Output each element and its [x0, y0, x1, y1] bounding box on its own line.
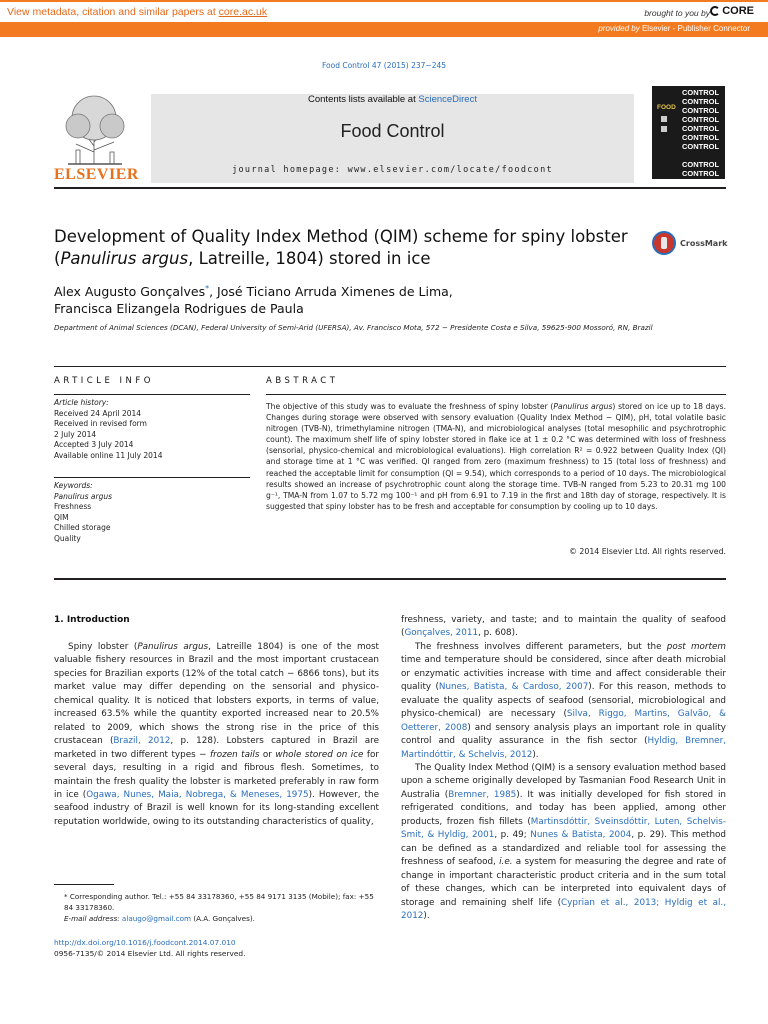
- keyword: Panulirus argus: [54, 491, 113, 501]
- core-top-bar: [0, 0, 768, 22]
- core-brought-by: brought to you by: [644, 8, 710, 18]
- email-note: E-mail address: alaugo@gmail.com (A.A. Gonçalves).: [64, 914, 255, 923]
- history-item: Received in revised form: [54, 419, 147, 429]
- corresponding-author-note: * Corresponding author. Tel.: +55 84 33178360, +55 84 9171 3135 (Mobile); fax: +55 84 33178360.: [64, 892, 374, 912]
- citation-link[interactable]: Ogawa, Nunes, Maia, Nobrega, & Meneses, 1975: [86, 789, 309, 800]
- keywords-rule: [54, 477, 250, 478]
- citation-link[interactable]: Martinsdóttir, Sveinsdóttir, Luten, Schelvis-Smit, & Hyldig, 2001: [401, 816, 726, 841]
- keyword: Chilled storage: [54, 523, 111, 533]
- core-logo[interactable]: [710, 5, 754, 17]
- keyword: Quality: [54, 533, 81, 543]
- journal-reference[interactable]: Food Control 47 (2015) 237−245: [321, 61, 447, 70]
- author-list: Alex Augusto Gonçalves*, José Ticiano Arruda Ximenes de Lima, Francisca Elizangela Rodrigues de Paula: [54, 284, 453, 317]
- footnote-rule: [54, 884, 114, 885]
- citation-link[interactable]: Silva, Riggo, Martins, Galvão, & Oetterer, 2008: [401, 709, 726, 733]
- affiliation: Department of Animal Sciences (DCAN), Federal University of Semi-Arid (UFERSA), Av. Francisco Mota, 572 − Presidente Costa e Silva, 59625-900 Mossoró, RN, Brazil: [54, 323, 653, 332]
- core-provided-by: provided by Elsevier - Publisher Connector: [598, 24, 750, 33]
- abstract-text: The objective of this study was to evaluate the freshness of spiny lobster (Panulirus argus) stored on ice up to 18 days. Changes during storage were observed with sensory evaluation (Quality Index Method − QIM), pH, total volatile basic nitrogen (TVB-N), trimethylamine nitrogen (TMA-N), and microbiological analyses (total mesophilic and psychrotrophic count). The maximum shelf life of spiny lobster stored in flake ice at 1 ± 0.2 °C was determined with loss of freshness (sensorial, physico-chemical and microbiological evaluations). High correlation R² = 0.922 between Quality Index (QI) and storage time at 1 °C was verified. QI ranged from zero (maximum freshness) to 15 (total loss of freshness) and reached the acceptable limit for consumption (QI = 9.54), which corresponds to a period of 10 days. The microbiological results showed an increase of psychrotrophic count along the storage time. TVB-N ranged from 5.23 to 20.31 mg 100 g⁻¹, TMA-N from 1.07 to 5.72 mg 100⁻¹ and pH from 6.91 to 7.19 in the first and 18th day of storage, respectively. It is suggested that spiny lobster has to be fresh and acceptable for consumption by cooling up to 10 days.: [266, 402, 727, 511]
- journal-cover-thumbnail[interactable]: CONTROL CONTROL FOOD CONTROL CONTROL CONTROL CONTROL CONTROL CONTROL CONTROL: [652, 86, 725, 179]
- abstract-bottom-rule: [54, 578, 726, 580]
- cover-food-label: FOOD: [657, 104, 676, 111]
- journal-title: Food Control: [340, 121, 445, 141]
- article-title: Development of Quality Index Method (QIM) scheme for spiny lobster (Panulirus argus, Latreille, 1804) stored in ice: [54, 227, 628, 268]
- body-column-right: freshness, variety, and taste; and to maintain the quality of seafood (Gonçalves, 2011, p. 608). The freshness involves different parameters, but the post mortem time and temperature should be considered, since after death microbial or enzymatic activities increase with time and affect considerable their quality (Nunes, Batista, & Cardoso, 2007). For this reason, methods to evaluate the quality aspects of seafood (sensorial, microbiological and physico-chemical) are necessary (Silva, Riggo, Martins, Galvão, & Oetterer, 2008) and sensory analysis plays an important role in quality control and quality assurance in the fish sector (Hyldig, Bremner, Martindóttir, & Schelvis, 2012). The Quality Index Method (QIM) is a sensory evaluation method based upon a scheme originally developed by Tasmanian Food Research Unit in Australia (Bremner, 1985). It was initially developed for fish stored in refrigerated conditions, and today has been applied, among other products, frozen fish fillets (Martinsdóttir, Sveinsdóttir, Luten, Schelvis-Smit, & Hyldig, 2001, p. 49; Nunes & Batista, 2004, p. 29). This method can be defined as a standardized and reliable tool for assessing the freshness of seafood, i.e. a system for measuring the degree and rate of change in important characteristic product criteria and in the sum total of these changes, which can be interpreted into equivalent days of storage and remaining shelf life (Cyprian et al., 2013; Hyldig et al., 2012).: [401, 615, 727, 921]
- abstract-heading: ABSTRACT: [266, 376, 339, 386]
- core-logo-text: CORE: [722, 5, 754, 17]
- journal-header-box: [151, 94, 634, 183]
- core-banner: [0, 0, 768, 37]
- core-metadata-link[interactable]: [7, 6, 267, 18]
- citation-link[interactable]: Gonçalves, 2011: [404, 628, 479, 639]
- issn-line: 0956-7135/© 2014 Elsevier Ltd. All rights reserved.: [54, 949, 246, 958]
- section-rule: [54, 366, 726, 367]
- doi-block: [54, 937, 379, 959]
- core-ring-icon: [710, 6, 720, 16]
- crossmark-badge[interactable]: [652, 231, 727, 255]
- cover-square-icon: [661, 116, 667, 122]
- history-item: Accepted 3 July 2014: [54, 440, 134, 450]
- contents-available: Contents lists available at ScienceDirect: [308, 94, 477, 105]
- elsevier-wordmark: ELSEVIER: [54, 166, 139, 183]
- history-item: Received 24 April 2014: [54, 408, 142, 418]
- citation-link[interactable]: Brazil, 2012: [113, 736, 171, 747]
- history-item: Available online 11 July 2014: [54, 450, 163, 460]
- doi-link[interactable]: http://dx.doi.org/10.1016/j.foodcont.2014.07.010: [54, 938, 236, 947]
- corresponding-author-mark[interactable]: *: [205, 284, 210, 293]
- author-goncalves[interactable]: Alex Augusto Gonçalves: [54, 284, 206, 300]
- email-link[interactable]: alaugo@gmail.com: [121, 914, 192, 923]
- keywords: Keywords: Panulirus argus Freshness QIM Chilled storage Quality: [54, 481, 250, 545]
- footnote: [54, 891, 379, 924]
- section-heading-introduction: 1. Introduction: [54, 615, 130, 625]
- article-info-heading: ARTICLE INFO: [54, 376, 154, 386]
- citation-link[interactable]: Bremner, 1985: [448, 789, 517, 800]
- crossmark-icon: [652, 231, 676, 255]
- citation-link[interactable]: Hyldig, Bremner, Martindóttir, & Schelvis, 2012: [401, 736, 727, 760]
- article-history: Article history: Received 24 April 2014 Received in revised form 2 July 2014 Accepted 3 July 2014 Available online 11 July 2014: [54, 398, 250, 462]
- body-column-left: Spiny lobster (Panulirus argus, Latreille 1804) is one of the most valuable fishery resources in Brazil and the most important crustacean species for Brazilian exports (12% of the total catch − 6866 tons), but its market value may differ depending on the sensorial and physico-chemical quality. It is noticed that lobsters exports, in terms of value, increased 63.5% while the quantity exported increased near to 20.5% related to 2009, which shows the strong rise in the price of this crustacean (Brazil, 2012, p. 128). Lobsters captured in Brazil are marketed in two different types − frozen tails or whole stored on ice for several days, resulting in a rigid and fibrous flesh. Sometimes, to maintain the fresh quality the lobster is marketed preferably in raw form in ice (Ogawa, Nunes, Maia, Nobrega, & Meneses, 1975). However, the seafood industry of Brazil is well known for its long-standing excellent reputation worldwide, owing to its outstanding characteristics of quality,: [54, 642, 380, 827]
- header-rule: [54, 187, 726, 189]
- keyword: QIM: [54, 512, 69, 522]
- article-info-rule: [54, 394, 250, 395]
- core-provider-strip: [0, 22, 768, 37]
- sciencedirect-link[interactable]: ScienceDirect: [418, 94, 477, 105]
- keyword: Freshness: [54, 502, 92, 512]
- citation-link[interactable]: Nunes, Batista, & Cardoso, 2007: [438, 682, 589, 693]
- abstract-rule: [266, 394, 726, 395]
- core-link-domain[interactable]: core.ac.uk: [218, 6, 268, 18]
- citation-link[interactable]: Cyprian et al., 2013; Hyldig et al., 2012: [401, 897, 726, 921]
- cover-square-icon: [661, 126, 667, 132]
- core-link-prefix: View metadata, citation and similar papers at: [7, 6, 219, 18]
- abstract-copyright: © 2014 Elsevier Ltd. All rights reserved.: [569, 547, 726, 556]
- citation-link[interactable]: Nunes & Batista, 2004: [530, 830, 632, 841]
- crossmark-label: CrossMark: [680, 238, 728, 248]
- journal-homepage[interactable]: journal homepage: www.elsevier.com/locate/foodcont: [232, 165, 553, 175]
- history-item: 2 July 2014: [54, 429, 97, 439]
